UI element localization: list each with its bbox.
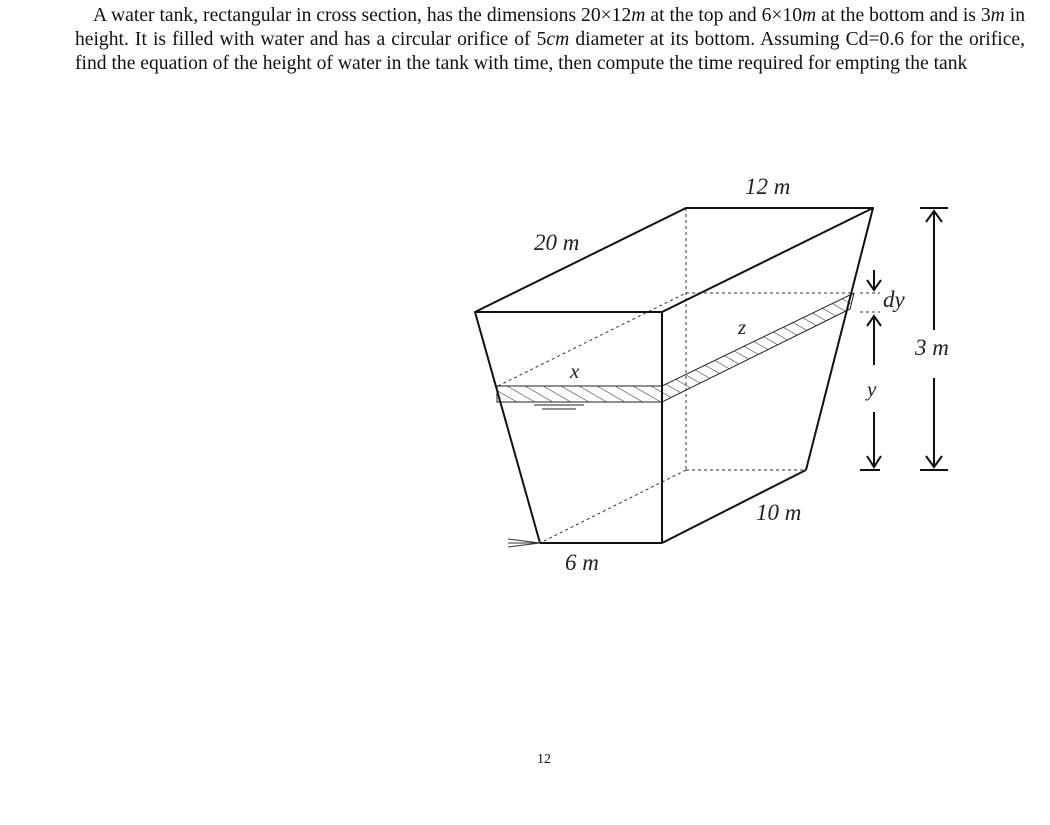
label-dy: dy bbox=[883, 287, 905, 312]
label-height: 3 m bbox=[915, 335, 949, 360]
problem-text-4: in height. It is filled with water and has a circular orifice of 5 bbox=[75, 5, 1025, 50]
label-bottom-width: 10 m bbox=[756, 500, 802, 525]
problem-text-3: at the bottom and is 3 bbox=[816, 5, 991, 26]
unit-cm: cm bbox=[546, 29, 570, 50]
label-y: y bbox=[867, 377, 877, 401]
problem-text-5: diameter at its bottom. Assuming Cd=0.6 for the orifice, find the equation of the height of water in the tank with time, then compute the time required for empting the tank bbox=[75, 29, 1025, 74]
label-top-width: 12 m bbox=[745, 174, 791, 199]
unit-m-2: m bbox=[802, 5, 817, 26]
water-slice-dy bbox=[497, 293, 854, 402]
orifice-jet bbox=[508, 539, 540, 547]
dy-dimension bbox=[867, 270, 881, 290]
page-number: 12 bbox=[537, 752, 551, 767]
label-x: x bbox=[570, 359, 580, 383]
unit-m-3: m bbox=[990, 5, 1005, 26]
unit-m-1: m bbox=[631, 5, 646, 26]
problem-text-2: at the top and 6×10 bbox=[645, 5, 803, 26]
problem-text-1: A water tank, rectangular in cross section, has the dimensions 20×12 bbox=[93, 5, 632, 26]
label-bottom-length: 6 m bbox=[565, 550, 599, 575]
label-top-length: 20 m bbox=[534, 230, 580, 255]
tank-outline bbox=[475, 208, 873, 543]
label-z: z bbox=[738, 315, 747, 339]
water-surface-symbol bbox=[534, 405, 584, 409]
